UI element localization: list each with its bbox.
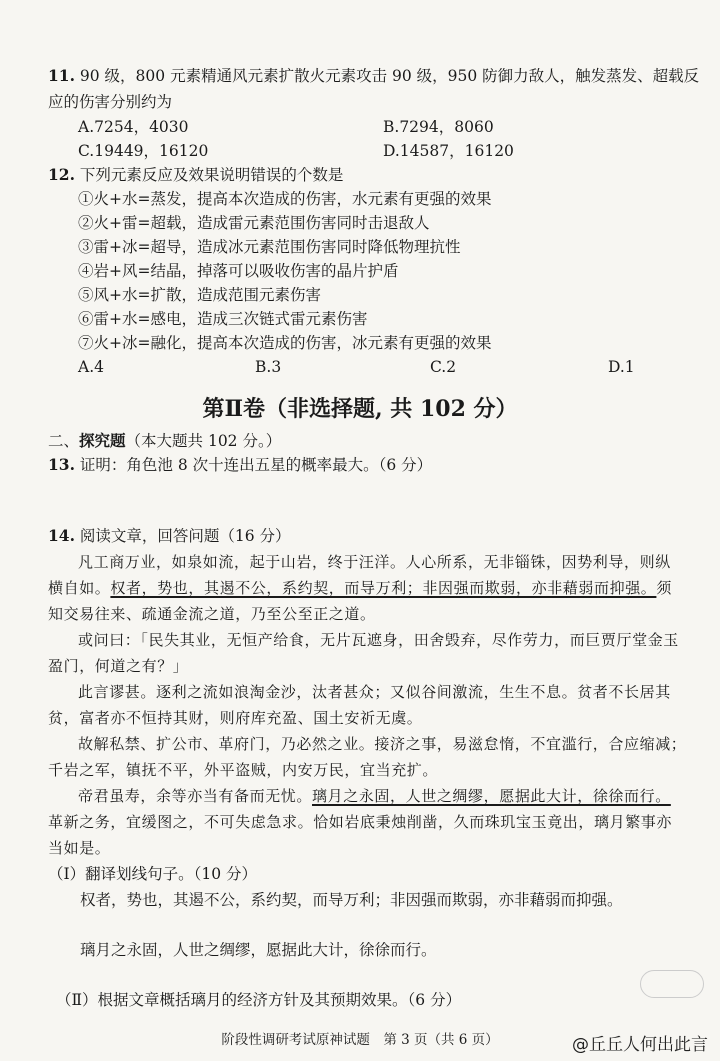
q11-option-d: D.14587，16120	[383, 142, 514, 160]
q12-option-b: B.3	[255, 358, 282, 376]
q14-stem	[48, 526, 291, 546]
q13-text: 证明：角色池 8 次十连出五星的概率最大。（6 分）	[79, 456, 433, 474]
passage-p5-underlined: 璃月之永固，人世之绸缪，愿据此大计，徐徐而行。	[312, 787, 671, 805]
q12-item-7: ⑦火+冰=融化，提高本次造成的伤害，冰元素有更强的效果	[78, 334, 492, 352]
passage-p1-plain: 横自如。	[48, 579, 111, 597]
q14-sub1-sentence-1: 权者，势也，其遏不公，系约契，而导万利；非因强而欺弱，亦非藉弱而抑强。	[80, 891, 623, 909]
q12-item-6: ⑥雷+水=感电，造成三次链式雷元素伤害	[78, 310, 368, 328]
part2-header	[48, 431, 281, 451]
q11-option-b: B.7294，8060	[383, 118, 494, 136]
part2-prefix: 二、	[48, 432, 80, 450]
q12-number: 12.	[48, 165, 75, 184]
q11-option-a: A.7254，4030	[78, 118, 189, 136]
q11-text-1: 90 级，800 元素精通风元素扩散火元素攻击 90 级，950 防御力敌人，触发蒸发、超载反	[79, 67, 700, 85]
page-footer: 阶段性调研考试原神试题 第 3 页（共 6 页）	[221, 1032, 499, 1048]
passage-p5-line1	[78, 786, 671, 806]
passage-p2-line2: 盈门，何道之有？」	[48, 657, 189, 675]
part2-title: 探究题	[79, 431, 126, 450]
q12-option-a: A.4	[78, 358, 104, 376]
q12-option-d: D.1	[608, 358, 635, 376]
q12-text: 下列元素反应及效果说明错误的个数是	[79, 166, 344, 184]
part2-note: （本大题共 102 分。）	[125, 432, 282, 450]
passage-p3-line1: 此言谬甚。逐利之流如浪淘金沙，汰者甚众；又似谷间激流，生生不息。贫者不长居其	[78, 683, 671, 701]
passage-p1-line2	[48, 578, 672, 598]
q12-item-5: ⑤风+水=扩散，造成范围元素伤害	[78, 286, 321, 304]
weibo-watermark: @丘丘人何出此言	[572, 1035, 708, 1055]
q13	[48, 455, 432, 475]
passage-p2-line1: 或问曰：「民失其业，无恒产给食，无片瓦遮身，田舍毁弃，尽作劳力，而巨贾厅堂金玉	[78, 631, 679, 649]
q14-sub1: （Ⅰ）翻译划线句子。（10 分）	[48, 865, 258, 883]
passage-p4-line1: 故解私禁、扩公市、革府门，乃必然之业。接济之事，易滋怠惰，不宜滥行，合应缩减；	[78, 735, 687, 753]
q11-option-c: C.19449，16120	[78, 142, 209, 160]
q12-item-3: ③雷+冰=超导，造成冰元素范围伤害同时降低物理抗性	[78, 238, 461, 256]
passage-p1-underlined: 权者，势也，其遏不公，系约契，而导万利；非因强而欺弱，亦非藉弱而抑强。	[110, 579, 657, 597]
q11-number: 11.	[48, 66, 75, 85]
q12-item-4: ④岩+风=结晶，掉落可以吸收伤害的晶片护盾	[78, 262, 399, 280]
passage-p5-plain: 帝君虽寿，余等亦当有备而无忧。	[78, 787, 313, 805]
q11-text-2: 应的伤害分别约为	[48, 93, 173, 111]
section-title: 第Ⅱ卷（非选择题, 共 102 分）	[202, 396, 518, 422]
q14-sub2: （Ⅱ）根据文章概括璃月的经济方针及其预期效果。（6 分）	[56, 991, 462, 1009]
q14-sub1-sentence-2: 璃月之永固，人世之绸缪，愿据此大计，徐徐而行。	[80, 941, 437, 959]
passage-p1-line3: 知交易往来、疏通金流之道，乃至公至正之道。	[48, 605, 376, 623]
passage-p3-line2: 贫，富者亦不恒持其财，则府库充盈、国土安祈无虞。	[48, 709, 423, 727]
passage-p5-line2: 革新之务，宜缓图之，不可失虑急求。恰如岩底秉烛削凿，久而珠玑宝玉竟出，璃月繁事亦	[48, 813, 673, 831]
q12-stem	[48, 165, 343, 185]
q14-text: 阅读文章，回答问题（16 分）	[79, 527, 291, 545]
passage-p1-end: 须	[656, 579, 673, 597]
q12-option-c: C.2	[430, 358, 457, 376]
passage-p1-line1: 凡工商万业，如泉如流，起于山岩，终于汪洋。人心所系，无非锱铢，因势利导，则纵	[78, 553, 671, 571]
q12-item-1: ①火+水=蒸发，提高本次造成的伤害，水元素有更强的效果	[78, 190, 492, 208]
passage-p5-line3: 当如是。	[48, 839, 111, 857]
passage-p4-line2: 千岩之军，镇抚不平，外平盗贼，内安万民，宜当充扩。	[48, 761, 439, 779]
q11-line1	[48, 66, 699, 86]
q13-number: 13.	[48, 455, 75, 474]
q14-number: 14.	[48, 526, 75, 545]
watermark-logo	[640, 970, 704, 998]
q12-item-2: ②火+雷=超载，造成雷元素范围伤害同时击退敌人	[78, 214, 430, 232]
